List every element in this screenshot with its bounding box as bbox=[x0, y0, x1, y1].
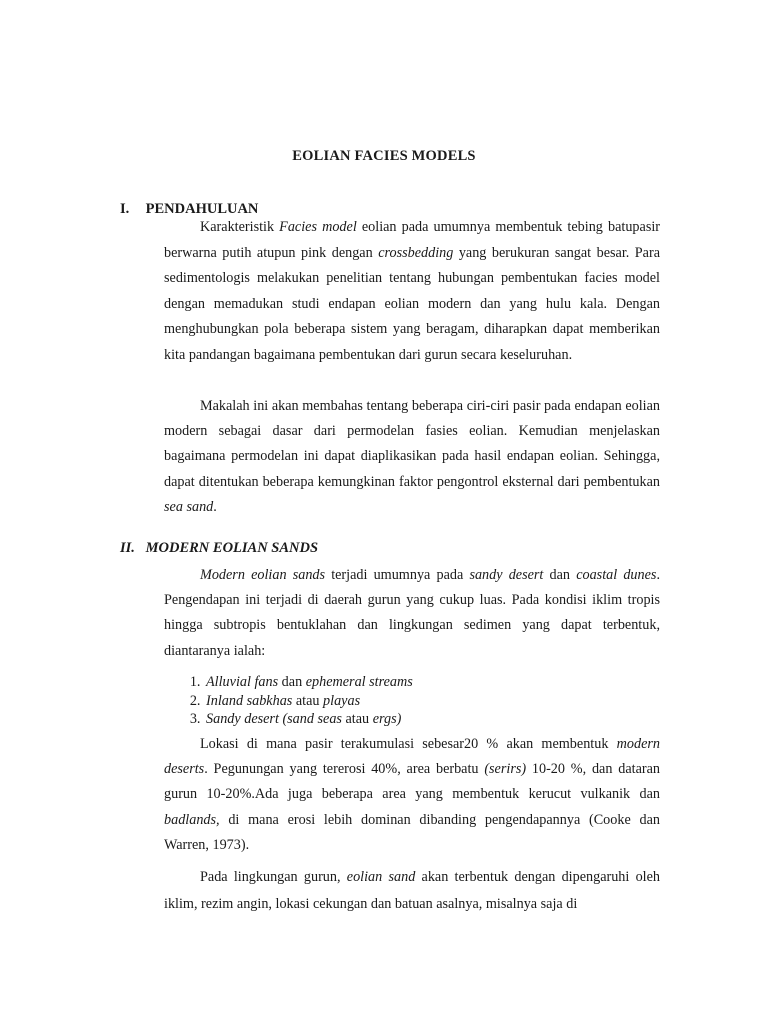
text-run: atau bbox=[341, 711, 373, 727]
text-run: . Pengendapan ini terjadi di daerah gurun yang cukup luas. Pada kondisi iklim tropis hingga subtropis bentuklahan dan lingkungan sedimen yang dapat terbentuk, diantaranya ialah: bbox=[164, 567, 660, 659]
text-run: . Pegunungan yang tererosi 40%, area berbatu bbox=[204, 761, 485, 778]
text-run: di mana erosi lebih dominan dibanding pengendapannya (Cooke dan Warren, 1973). bbox=[164, 811, 660, 853]
text-run-italic: eolian sand bbox=[346, 869, 416, 885]
text-run-italic: ergs) bbox=[372, 711, 402, 727]
text-run-italic: Alluvial fans bbox=[206, 674, 279, 690]
section-heading-modern-eolian-sands bbox=[120, 540, 318, 557]
text-run: . bbox=[213, 498, 217, 515]
paragraph-modern-1 bbox=[164, 563, 660, 664]
text-run: Lokasi di mana pasir terakumulasi sebesar20 % akan membentuk bbox=[200, 736, 617, 752]
text-run: 10-20 %, dan dataran gurun 10-20%.Ada juga beberapa area yang membentuk kerucut vulkanik dan bbox=[164, 761, 660, 803]
section-number: I. bbox=[120, 201, 130, 217]
text-run: yang berukuran sangat besar. Para sedimentologis melakukan penelitian tentang hubungan pembentukan facies model dengan memadukan studi endapan eolian modern dan yang hulu kala. Dengan menghubungkan pola beberapa sistem yang beragam, diharapkan dapat memberikan kita pandangan bagaimana pembentukan dari gurun secara keseluruhan. bbox=[164, 244, 660, 363]
paragraph-modern-2 bbox=[164, 732, 660, 858]
text-run-italic: modern deserts bbox=[164, 736, 660, 778]
text-run-italic: ephemeral streams bbox=[305, 674, 413, 690]
text-run-italic: sea sand bbox=[164, 498, 214, 515]
text-run-italic: Sandy desert (sand seas bbox=[206, 711, 342, 727]
section-number: II. bbox=[120, 540, 135, 556]
text-run: akan terbentuk dengan dipengaruhi oleh iklim, rezim angin, lokasi cekungan dan batuan asalnya, misalnya saja di bbox=[164, 869, 661, 912]
text-run-italic: Facies model bbox=[279, 219, 357, 235]
paragraph-intro-2 bbox=[164, 394, 660, 520]
paragraph-intro-1 bbox=[164, 215, 660, 368]
text-run: dan bbox=[543, 567, 577, 583]
list-item bbox=[204, 673, 700, 692]
text-run-italic: coastal dunes bbox=[576, 567, 657, 583]
environment-list bbox=[164, 673, 700, 729]
text-run: eolian pada umumnya membentuk tebing batupasir berwarna putih atupun pink dengan bbox=[164, 219, 661, 261]
text-run-italic: playas bbox=[323, 692, 361, 709]
text-run: atau bbox=[292, 692, 324, 709]
paragraph-modern-3 bbox=[164, 864, 660, 918]
text-run: Makalah ini akan membahas tentang beberapa ciri-ciri pasir pada endapan eolian modern sebagai dasar dari permodelan fasies eolian. Kemudian menjelaskan bagaimana permodelan ini dapat diaplikasikan pada hasil endapan eolian. Sehingga, dapat ditentukan beberapa kemungkinan faktor pengontrol eksternal dari pembentukan bbox=[164, 398, 660, 490]
list-item bbox=[204, 710, 700, 729]
text-run: dan bbox=[278, 674, 306, 690]
list-item bbox=[204, 692, 700, 711]
section-title: MODERN EOLIAN SANDS bbox=[145, 540, 319, 556]
text-run-italic: badlands, bbox=[164, 811, 220, 828]
text-run-italic: Inland sabkhas bbox=[206, 692, 293, 709]
text-run: terjadi umumnya pada bbox=[325, 567, 470, 583]
text-run-italic: Modern eolian sands bbox=[200, 567, 326, 583]
text-run: Pada lingkungan gurun, bbox=[200, 869, 347, 885]
text-run: Karakteristik bbox=[200, 219, 280, 235]
text-run-italic: (serirs) bbox=[484, 761, 527, 778]
text-run-italic: sandy desert bbox=[469, 567, 544, 583]
section-title: PENDAHULUAN bbox=[145, 201, 259, 217]
document-title: EOLIAN FACIES MODELS bbox=[292, 148, 476, 164]
text-run-italic: crossbedding bbox=[378, 244, 454, 261]
